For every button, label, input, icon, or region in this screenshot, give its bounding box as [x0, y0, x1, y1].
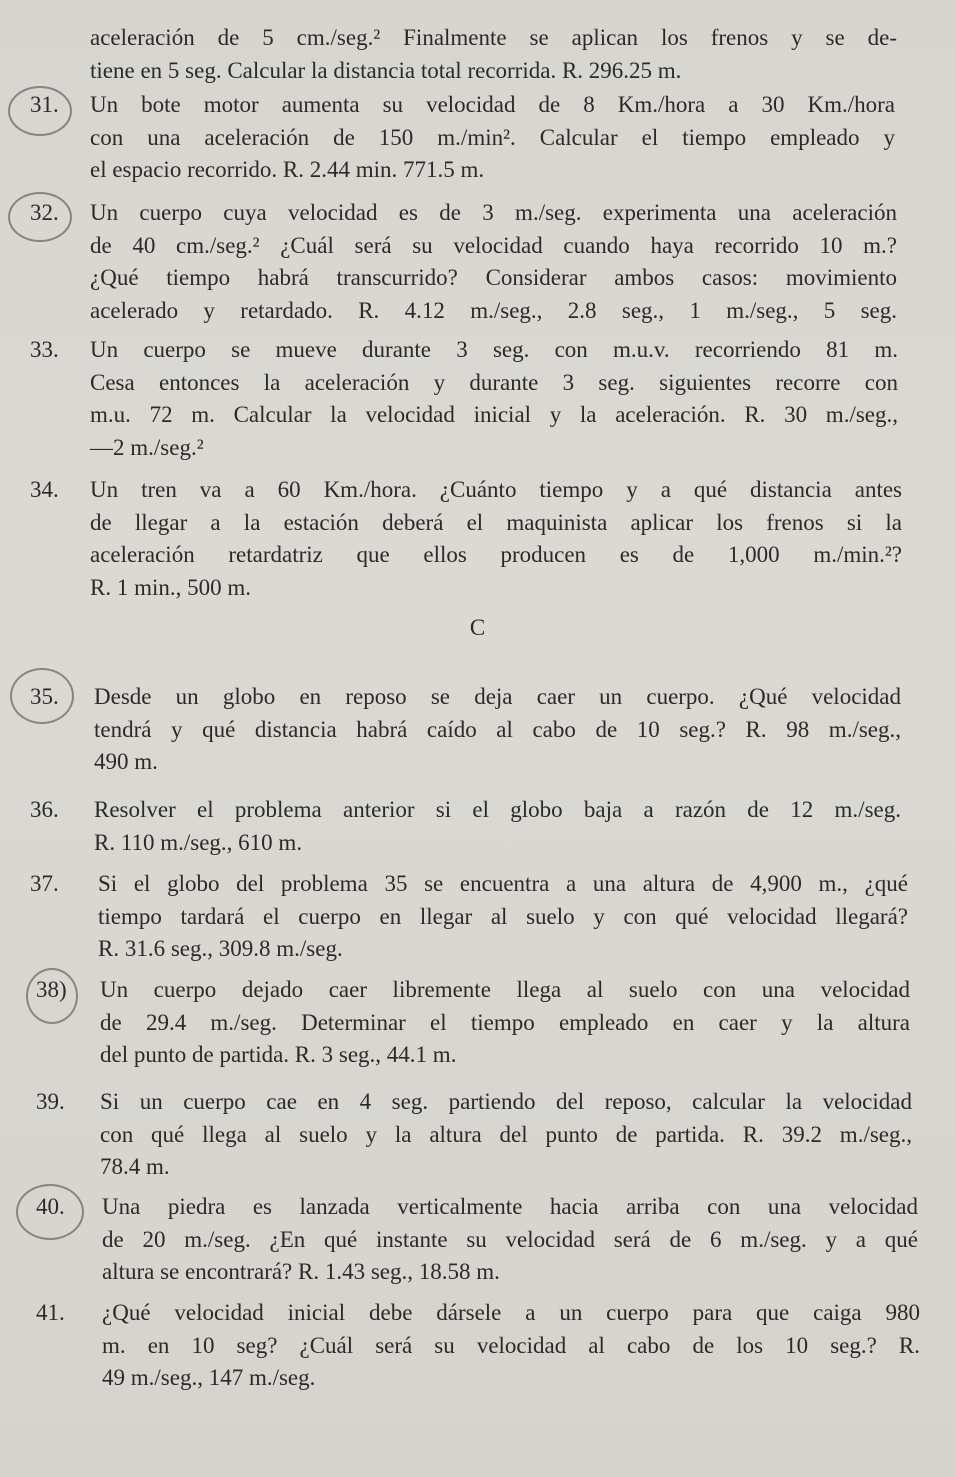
problem-text-line: m.u. 72 m. Calcular la velocidad inicial y la aceleración. R. 30 m./seg., — [90, 402, 898, 427]
section-heading: C — [469, 615, 486, 640]
problem-33 — [30, 334, 898, 464]
problem-text-line: de 40 cm./seg.² ¿Cuál será su velocidad cuando haya recorrido 10 m.? — [90, 232, 897, 258]
problem-number: 31. — [30, 92, 59, 117]
problem-text-line: Un cuerpo dejado caer libremente llega al suelo con una velocidad — [100, 977, 910, 1002]
problem-text-line: altura se encontrará? R. 1.43 seg., 18.58 m. — [102, 1259, 500, 1284]
problem-text-line: con qué llega al suelo y la altura del punto de partida. R. 39.2 m./seg., — [100, 1121, 912, 1147]
problem-31 — [30, 89, 895, 187]
problem-text-line: de 29.4 m./seg. Determinar el tiempo empleado en caer y la altura — [100, 1009, 910, 1035]
problem-41 — [36, 1297, 920, 1395]
problem-number: 34. — [30, 477, 59, 502]
problem-number: 38) — [36, 977, 67, 1002]
problem-text-line: acelerado y retardado. R. 4.12 m./seg., 2.8 seg., 1 m./seg., 5 seg. — [90, 297, 897, 323]
problem-text-line: —2 m./seg.² — [90, 434, 204, 460]
problem-40 — [36, 1191, 918, 1289]
problem-text-line: del punto de partida. R. 3 seg., 44.1 m. — [100, 1042, 457, 1067]
problem-text-line: 49 m./seg., 147 m./seg. — [102, 1365, 316, 1390]
problem-text-line: Cesa entonces la aceleración y durante 3 seg. siguientes recorre con — [90, 369, 898, 395]
problem-number: 36. — [30, 797, 59, 822]
problem-text-line: Un cuerpo se mueve durante 3 seg. con m.u.v. recorriendo 81 m. — [90, 337, 898, 362]
problem-text-line: tiempo tardará el cuerpo en llegar al suelo y con qué velocidad llegará? — [98, 903, 908, 929]
problem-text-line: Un tren va a 60 Km./hora. ¿Cuánto tiempo y a qué distancia antes — [90, 477, 902, 502]
problem-text-line: 78.4 m. — [100, 1154, 170, 1179]
problem-text-line: R. 31.6 seg., 309.8 m./seg. — [98, 936, 343, 961]
problem-34 — [30, 474, 902, 604]
problem-number: 37. — [30, 871, 59, 896]
problem-text-line: aceleración retardatriz que ellos producen es de 1,000 m./min.²? — [90, 542, 902, 567]
problem-text-line: Resolver el problema anterior si el globo baja a razón de 12 m./seg. — [94, 797, 901, 822]
problem-number: 40. — [36, 1194, 65, 1219]
problem-text-line: con una aceleración de 150 m./min². Calcular el tiempo empleado y — [90, 124, 895, 150]
problem-number: 41. — [36, 1300, 65, 1325]
problem-number: 33. — [30, 337, 59, 362]
problem-text-line: aceleración de 5 cm./seg.² Finalmente se aplican los frenos y se de- — [90, 25, 897, 50]
problem-36 — [30, 794, 901, 859]
problem-text-line: R. 1 min., 500 m. — [90, 574, 252, 600]
problem-32 — [30, 197, 897, 327]
problem-text-line: tendrá y qué distancia habrá caído al cabo de 10 seg.? R. 98 m./seg., — [94, 716, 901, 742]
problem-39 — [36, 1086, 912, 1184]
problem-text-line: ¿Qué tiempo habrá transcurrido? Considerar ambos casos: movimiento — [90, 265, 897, 290]
problem-text-line: Una piedra es lanzada verticalmente hacia arriba con una velocidad — [102, 1194, 918, 1219]
problem-text-line: R. 110 m./seg., 610 m. — [94, 829, 303, 855]
problem-number: 32. — [30, 200, 59, 225]
problem-text-line: de 20 m./seg. ¿En qué instante su velocidad será de 6 m./seg. y a qué — [102, 1226, 918, 1252]
problem-number: 39. — [36, 1089, 65, 1114]
problem-38 — [36, 974, 910, 1072]
problem-35 — [30, 681, 901, 779]
problem-text-line: Un bote motor aumenta su velocidad de 8 Km./hora a 30 Km./hora — [90, 92, 895, 117]
problem-text-line: m. en 10 seg? ¿Cuál será su velocidad al cabo de los 10 seg.? R. — [102, 1332, 920, 1358]
problem-37 — [30, 868, 908, 966]
problem-text-line: el espacio recorrido. R. 2.44 min. 771.5 m. — [90, 157, 485, 182]
problem-text-line: tiene en 5 seg. Calcular la distancia total recorrida. R. 296.25 m. — [90, 57, 682, 83]
problem-text-line: Desde un globo en reposo se deja caer un cuerpo. ¿Qué velocidad — [94, 684, 901, 709]
problem-text-line: Si un cuerpo cae en 4 seg. partiendo del reposo, calcular la velocidad — [100, 1089, 912, 1114]
problem-text-line: Un cuerpo cuya velocidad es de 3 m./seg. experimenta una aceleración — [90, 200, 897, 225]
problem-continuation — [90, 22, 897, 87]
problem-text-line: ¿Qué velocidad inicial debe dársele a un cuerpo para que caiga 980 — [102, 1300, 920, 1325]
problem-text-line: de llegar a la estación deberá el maquinista aplicar los frenos si la — [90, 509, 902, 535]
problem-number: 35. — [30, 684, 59, 709]
problem-text-line: Si el globo del problema 35 se encuentra a una altura de 4,900 m., ¿qué — [98, 871, 908, 896]
problem-text-line: 490 m. — [94, 749, 158, 774]
